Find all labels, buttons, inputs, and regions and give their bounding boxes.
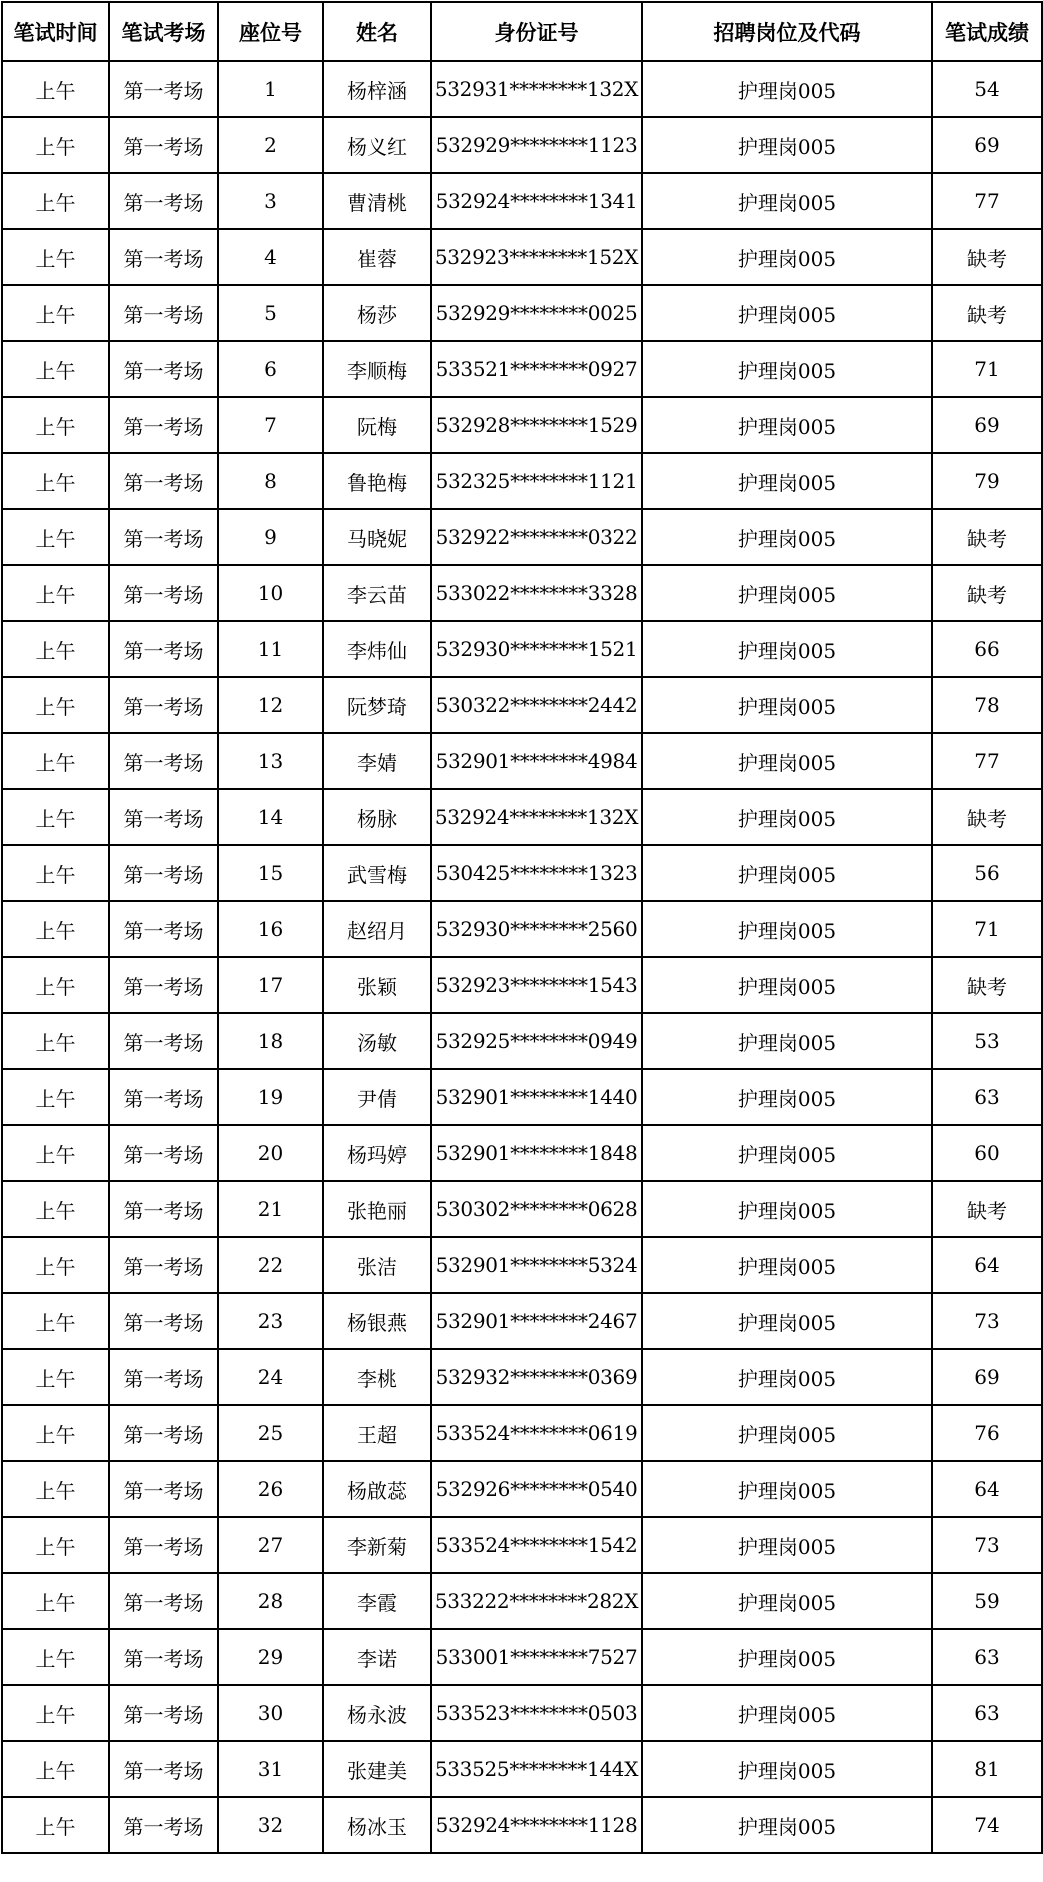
id-number-cell: 532929********1123: [431, 117, 642, 173]
seat-number-cell: 23: [218, 1293, 323, 1349]
exam-room-cell: 第一考场: [109, 1293, 218, 1349]
exam-room-cell: 第一考场: [109, 1069, 218, 1125]
position-code-cell: 护理岗005: [642, 1405, 932, 1461]
seat-number-cell: 18: [218, 1013, 323, 1069]
table-row: [2, 1461, 1042, 1517]
exam-time-cell: 上午: [2, 1741, 109, 1797]
exam-time-cell: 上午: [2, 1517, 109, 1573]
seat-number-cell: 20: [218, 1125, 323, 1181]
exam-room-cell: 第一考场: [109, 789, 218, 845]
table-row: [2, 1349, 1042, 1405]
table-row: [2, 1069, 1042, 1125]
score-cell: 缺考: [932, 509, 1042, 565]
name-cell: 崔蓉: [323, 229, 431, 285]
score-cell: 63: [932, 1069, 1042, 1125]
table-row: [2, 1517, 1042, 1573]
name-cell: 李顺梅: [323, 341, 431, 397]
id-number-cell: 533523********0503: [431, 1685, 642, 1741]
exam-time-cell: 上午: [2, 1293, 109, 1349]
score-cell: 66: [932, 621, 1042, 677]
score-cell: 64: [932, 1461, 1042, 1517]
header-id-number: 身份证号: [431, 2, 642, 61]
id-number-cell: 530302********0628: [431, 1181, 642, 1237]
name-cell: 杨脉: [323, 789, 431, 845]
score-cell: 63: [932, 1629, 1042, 1685]
exam-time-cell: 上午: [2, 1069, 109, 1125]
id-number-cell: 532925********0949: [431, 1013, 642, 1069]
table-row: [2, 1181, 1042, 1237]
table-row: [2, 1125, 1042, 1181]
position-code-cell: 护理岗005: [642, 789, 932, 845]
table-row: [2, 733, 1042, 789]
position-code-cell: 护理岗005: [642, 733, 932, 789]
position-code-cell: 护理岗005: [642, 1181, 932, 1237]
seat-number-cell: 17: [218, 957, 323, 1013]
name-cell: 杨银燕: [323, 1293, 431, 1349]
exam-room-cell: 第一考场: [109, 1125, 218, 1181]
exam-time-cell: 上午: [2, 453, 109, 509]
id-number-cell: 532932********0369: [431, 1349, 642, 1405]
id-number-cell: 533524********0619: [431, 1405, 642, 1461]
name-cell: 杨莎: [323, 285, 431, 341]
name-cell: 李桃: [323, 1349, 431, 1405]
table-row: [2, 1293, 1042, 1349]
exam-time-cell: 上午: [2, 789, 109, 845]
position-code-cell: 护理岗005: [642, 173, 932, 229]
exam-time-cell: 上午: [2, 733, 109, 789]
id-number-cell: 532930********1521: [431, 621, 642, 677]
exam-room-cell: 第一考场: [109, 341, 218, 397]
seat-number-cell: 28: [218, 1573, 323, 1629]
header-exam-time: 笔试时间: [2, 2, 109, 61]
name-cell: 李婧: [323, 733, 431, 789]
id-number-cell: 532901********4984: [431, 733, 642, 789]
score-cell: 缺考: [932, 957, 1042, 1013]
score-cell: 77: [932, 733, 1042, 789]
table-row: [2, 957, 1042, 1013]
score-cell: 缺考: [932, 229, 1042, 285]
seat-number-cell: 10: [218, 565, 323, 621]
exam-room-cell: 第一考场: [109, 61, 218, 117]
score-cell: 60: [932, 1125, 1042, 1181]
seat-number-cell: 22: [218, 1237, 323, 1293]
table-row: [2, 789, 1042, 845]
score-cell: 77: [932, 173, 1042, 229]
id-number-cell: 533521********0927: [431, 341, 642, 397]
name-cell: 杨永波: [323, 1685, 431, 1741]
position-code-cell: 护理岗005: [642, 677, 932, 733]
exam-time-cell: 上午: [2, 1405, 109, 1461]
name-cell: 李云苗: [323, 565, 431, 621]
header-score: 笔试成绩: [932, 2, 1042, 61]
id-number-cell: 533001********7527: [431, 1629, 642, 1685]
exam-room-cell: 第一考场: [109, 1741, 218, 1797]
position-code-cell: 护理岗005: [642, 1013, 932, 1069]
position-code-cell: 护理岗005: [642, 341, 932, 397]
seat-number-cell: 11: [218, 621, 323, 677]
exam-time-cell: 上午: [2, 677, 109, 733]
exam-time-cell: 上午: [2, 1237, 109, 1293]
header-name: 姓名: [323, 2, 431, 61]
table-row: [2, 1573, 1042, 1629]
table-row: [2, 1237, 1042, 1293]
table-row: [2, 341, 1042, 397]
exam-room-cell: 第一考场: [109, 509, 218, 565]
table-row: [2, 1013, 1042, 1069]
exam-time-cell: 上午: [2, 285, 109, 341]
header-row: [2, 2, 1042, 61]
name-cell: 马晓妮: [323, 509, 431, 565]
position-code-cell: 护理岗005: [642, 1573, 932, 1629]
exam-time-cell: 上午: [2, 229, 109, 285]
seat-number-cell: 25: [218, 1405, 323, 1461]
exam-time-cell: 上午: [2, 117, 109, 173]
id-number-cell: 532929********0025: [431, 285, 642, 341]
seat-number-cell: 15: [218, 845, 323, 901]
score-cell: 69: [932, 397, 1042, 453]
name-cell: 杨冰玉: [323, 1797, 431, 1853]
exam-room-cell: 第一考场: [109, 229, 218, 285]
table-row: [2, 509, 1042, 565]
exam-room-cell: 第一考场: [109, 1629, 218, 1685]
position-code-cell: 护理岗005: [642, 621, 932, 677]
id-number-cell: 530425********1323: [431, 845, 642, 901]
position-code-cell: 护理岗005: [642, 1461, 932, 1517]
header-position-code: 招聘岗位及代码: [642, 2, 932, 61]
exam-time-cell: 上午: [2, 173, 109, 229]
score-cell: 缺考: [932, 1181, 1042, 1237]
position-code-cell: 护理岗005: [642, 845, 932, 901]
position-code-cell: 护理岗005: [642, 117, 932, 173]
exam-results-table: [1, 1, 1043, 1854]
seat-number-cell: 24: [218, 1349, 323, 1405]
header-exam-room: 笔试考场: [109, 2, 218, 61]
exam-room-cell: 第一考场: [109, 453, 218, 509]
exam-room-cell: 第一考场: [109, 565, 218, 621]
exam-room-cell: 第一考场: [109, 733, 218, 789]
score-cell: 73: [932, 1517, 1042, 1573]
name-cell: 张建美: [323, 1741, 431, 1797]
id-number-cell: 533222********282X: [431, 1573, 642, 1629]
id-number-cell: 532901********2467: [431, 1293, 642, 1349]
name-cell: 李霞: [323, 1573, 431, 1629]
exam-room-cell: 第一考场: [109, 901, 218, 957]
name-cell: 王超: [323, 1405, 431, 1461]
seat-number-cell: 31: [218, 1741, 323, 1797]
exam-room-cell: 第一考场: [109, 1013, 218, 1069]
table-row: [2, 1405, 1042, 1461]
exam-time-cell: 上午: [2, 1629, 109, 1685]
name-cell: 赵绍月: [323, 901, 431, 957]
score-cell: 63: [932, 1685, 1042, 1741]
position-code-cell: 护理岗005: [642, 565, 932, 621]
table-body: [2, 61, 1042, 1853]
exam-room-cell: 第一考场: [109, 397, 218, 453]
exam-time-cell: 上午: [2, 1685, 109, 1741]
table-row: [2, 453, 1042, 509]
seat-number-cell: 32: [218, 1797, 323, 1853]
exam-time-cell: 上午: [2, 845, 109, 901]
id-number-cell: 533525********144X: [431, 1741, 642, 1797]
score-cell: 59: [932, 1573, 1042, 1629]
id-number-cell: 532901********5324: [431, 1237, 642, 1293]
table-row: [2, 173, 1042, 229]
table-row: [2, 61, 1042, 117]
name-cell: 李诺: [323, 1629, 431, 1685]
seat-number-cell: 19: [218, 1069, 323, 1125]
score-cell: 73: [932, 1293, 1042, 1349]
name-cell: 李炜仙: [323, 621, 431, 677]
exam-time-cell: 上午: [2, 1461, 109, 1517]
header-seat-number: 座位号: [218, 2, 323, 61]
id-number-cell: 532930********2560: [431, 901, 642, 957]
exam-time-cell: 上午: [2, 565, 109, 621]
seat-number-cell: 2: [218, 117, 323, 173]
table-header: [2, 2, 1042, 61]
seat-number-cell: 14: [218, 789, 323, 845]
score-cell: 缺考: [932, 285, 1042, 341]
name-cell: 尹倩: [323, 1069, 431, 1125]
seat-number-cell: 21: [218, 1181, 323, 1237]
table-row: [2, 1685, 1042, 1741]
exam-room-cell: 第一考场: [109, 1349, 218, 1405]
seat-number-cell: 8: [218, 453, 323, 509]
seat-number-cell: 30: [218, 1685, 323, 1741]
position-code-cell: 护理岗005: [642, 1797, 932, 1853]
exam-room-cell: 第一考场: [109, 1237, 218, 1293]
exam-room-cell: 第一考场: [109, 1573, 218, 1629]
exam-time-cell: 上午: [2, 957, 109, 1013]
name-cell: 杨梓涵: [323, 61, 431, 117]
name-cell: 汤敏: [323, 1013, 431, 1069]
exam-time-cell: 上午: [2, 1125, 109, 1181]
score-cell: 81: [932, 1741, 1042, 1797]
id-number-cell: 532325********1121: [431, 453, 642, 509]
name-cell: 曹清桃: [323, 173, 431, 229]
id-number-cell: 532924********1341: [431, 173, 642, 229]
position-code-cell: 护理岗005: [642, 1293, 932, 1349]
seat-number-cell: 27: [218, 1517, 323, 1573]
name-cell: 阮梅: [323, 397, 431, 453]
exam-time-cell: 上午: [2, 1013, 109, 1069]
table-row: [2, 117, 1042, 173]
exam-time-cell: 上午: [2, 901, 109, 957]
exam-room-cell: 第一考场: [109, 1797, 218, 1853]
exam-room-cell: 第一考场: [109, 1685, 218, 1741]
name-cell: 张颖: [323, 957, 431, 1013]
position-code-cell: 护理岗005: [642, 229, 932, 285]
position-code-cell: 护理岗005: [642, 1125, 932, 1181]
score-cell: 71: [932, 901, 1042, 957]
position-code-cell: 护理岗005: [642, 61, 932, 117]
exam-time-cell: 上午: [2, 341, 109, 397]
table-row: [2, 677, 1042, 733]
exam-room-cell: 第一考场: [109, 117, 218, 173]
id-number-cell: 532924********132X: [431, 789, 642, 845]
table-row: [2, 397, 1042, 453]
table-row: [2, 901, 1042, 957]
score-cell: 74: [932, 1797, 1042, 1853]
position-code-cell: 护理岗005: [642, 1685, 932, 1741]
score-cell: 76: [932, 1405, 1042, 1461]
seat-number-cell: 12: [218, 677, 323, 733]
name-cell: 武雪梅: [323, 845, 431, 901]
table-row: [2, 229, 1042, 285]
id-number-cell: 530322********2442: [431, 677, 642, 733]
seat-number-cell: 26: [218, 1461, 323, 1517]
score-cell: 54: [932, 61, 1042, 117]
exam-time-cell: 上午: [2, 1181, 109, 1237]
id-number-cell: 532901********1440: [431, 1069, 642, 1125]
position-code-cell: 护理岗005: [642, 1237, 932, 1293]
seat-number-cell: 7: [218, 397, 323, 453]
seat-number-cell: 3: [218, 173, 323, 229]
score-cell: 64: [932, 1237, 1042, 1293]
exam-time-cell: 上午: [2, 1573, 109, 1629]
exam-room-cell: 第一考场: [109, 677, 218, 733]
table-row: [2, 1741, 1042, 1797]
name-cell: 杨啟蕊: [323, 1461, 431, 1517]
id-number-cell: 532924********1128: [431, 1797, 642, 1853]
table-row: [2, 565, 1042, 621]
exam-room-cell: 第一考场: [109, 845, 218, 901]
exam-time-cell: 上午: [2, 397, 109, 453]
seat-number-cell: 6: [218, 341, 323, 397]
score-cell: 53: [932, 1013, 1042, 1069]
id-number-cell: 533022********3328: [431, 565, 642, 621]
id-number-cell: 532922********0322: [431, 509, 642, 565]
position-code-cell: 护理岗005: [642, 957, 932, 1013]
seat-number-cell: 4: [218, 229, 323, 285]
score-cell: 79: [932, 453, 1042, 509]
table-row: [2, 1797, 1042, 1853]
position-code-cell: 护理岗005: [642, 1517, 932, 1573]
exam-room-cell: 第一考场: [109, 621, 218, 677]
position-code-cell: 护理岗005: [642, 1629, 932, 1685]
exam-time-cell: 上午: [2, 509, 109, 565]
table-row: [2, 1629, 1042, 1685]
table-row: [2, 621, 1042, 677]
name-cell: 鲁艳梅: [323, 453, 431, 509]
exam-room-cell: 第一考场: [109, 1181, 218, 1237]
exam-room-cell: 第一考场: [109, 1461, 218, 1517]
id-number-cell: 532928********1529: [431, 397, 642, 453]
exam-room-cell: 第一考场: [109, 957, 218, 1013]
exam-room-cell: 第一考场: [109, 1517, 218, 1573]
seat-number-cell: 1: [218, 61, 323, 117]
score-cell: 缺考: [932, 565, 1042, 621]
id-number-cell: 532901********1848: [431, 1125, 642, 1181]
id-number-cell: 532931********132X: [431, 61, 642, 117]
position-code-cell: 护理岗005: [642, 453, 932, 509]
name-cell: 杨义红: [323, 117, 431, 173]
score-cell: 78: [932, 677, 1042, 733]
name-cell: 杨玛婷: [323, 1125, 431, 1181]
position-code-cell: 护理岗005: [642, 1741, 932, 1797]
score-cell: 56: [932, 845, 1042, 901]
exam-time-cell: 上午: [2, 61, 109, 117]
exam-time-cell: 上午: [2, 1797, 109, 1853]
position-code-cell: 护理岗005: [642, 509, 932, 565]
name-cell: 李新菊: [323, 1517, 431, 1573]
name-cell: 阮梦琦: [323, 677, 431, 733]
table-row: [2, 845, 1042, 901]
id-number-cell: 532926********0540: [431, 1461, 642, 1517]
exam-room-cell: 第一考场: [109, 1405, 218, 1461]
score-cell: 69: [932, 1349, 1042, 1405]
exam-time-cell: 上午: [2, 1349, 109, 1405]
name-cell: 张艳丽: [323, 1181, 431, 1237]
position-code-cell: 护理岗005: [642, 901, 932, 957]
id-number-cell: 532923********152X: [431, 229, 642, 285]
position-code-cell: 护理岗005: [642, 397, 932, 453]
id-number-cell: 533524********1542: [431, 1517, 642, 1573]
seat-number-cell: 5: [218, 285, 323, 341]
seat-number-cell: 29: [218, 1629, 323, 1685]
exam-room-cell: 第一考场: [109, 285, 218, 341]
exam-time-cell: 上午: [2, 621, 109, 677]
score-cell: 缺考: [932, 789, 1042, 845]
name-cell: 张洁: [323, 1237, 431, 1293]
position-code-cell: 护理岗005: [642, 1349, 932, 1405]
position-code-cell: 护理岗005: [642, 285, 932, 341]
score-cell: 71: [932, 341, 1042, 397]
seat-number-cell: 16: [218, 901, 323, 957]
table-row: [2, 285, 1042, 341]
id-number-cell: 532923********1543: [431, 957, 642, 1013]
score-cell: 69: [932, 117, 1042, 173]
position-code-cell: 护理岗005: [642, 1069, 932, 1125]
seat-number-cell: 9: [218, 509, 323, 565]
exam-room-cell: 第一考场: [109, 173, 218, 229]
seat-number-cell: 13: [218, 733, 323, 789]
